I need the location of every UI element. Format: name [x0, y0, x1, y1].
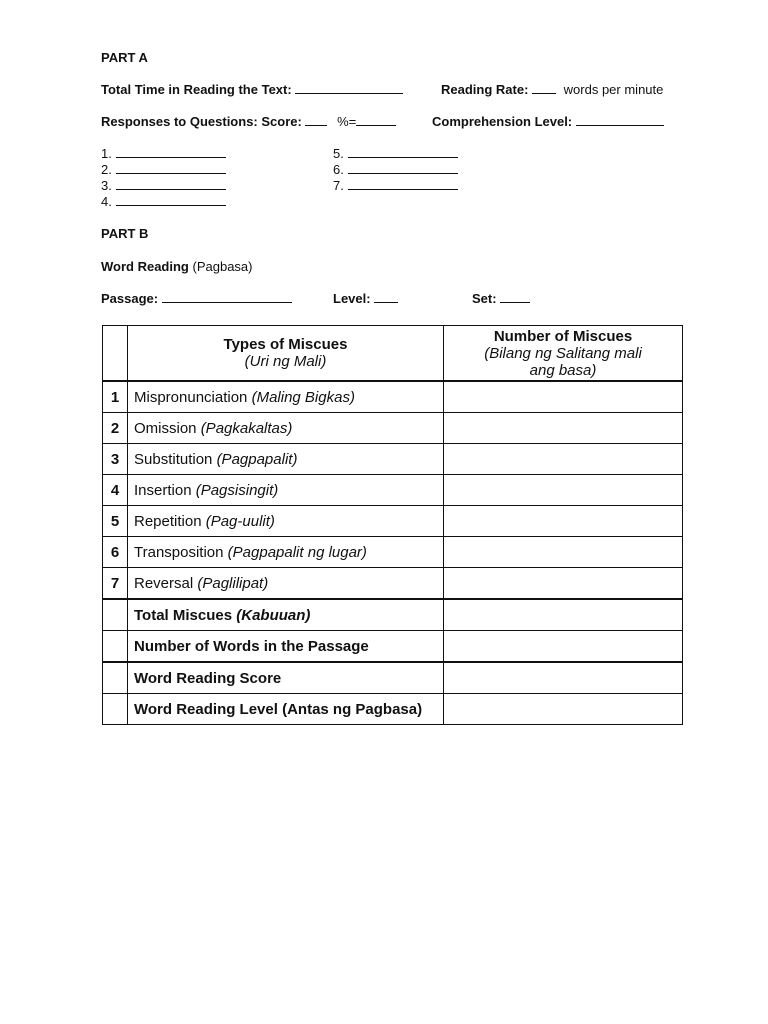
miscue-type: Reversal (Paglilipat) [128, 568, 444, 600]
miscue-type: Substitution (Pagpapalit) [128, 444, 444, 475]
comprehension-row [432, 114, 664, 129]
part-b-title: PART B [101, 226, 149, 241]
header-count: Number of Miscues [493, 327, 633, 345]
row-number: 7 [103, 568, 128, 600]
table-row [103, 475, 683, 506]
row-number: 4 [103, 475, 128, 506]
passage-row [101, 291, 292, 306]
comprehension-field[interactable] [576, 114, 664, 126]
reading-rate-label: Reading Rate: [441, 82, 529, 97]
total-time-field[interactable] [295, 82, 403, 94]
total-miscues-cell[interactable] [444, 599, 683, 631]
level-label: Level: [333, 291, 371, 306]
row-number: 3 [103, 444, 128, 475]
table-row [103, 568, 683, 600]
level-row [333, 291, 398, 306]
table-row [103, 381, 683, 413]
row-number: 1 [103, 381, 128, 413]
answer-line-1[interactable]: 1. [101, 146, 226, 161]
word-reading-score-row [103, 662, 683, 694]
answer-line-3[interactable]: 3. [101, 178, 226, 193]
answer-line-2[interactable]: 2. [101, 162, 226, 177]
percent-field[interactable] [356, 114, 396, 126]
header-count-tl: (Bilang ng Salitang mali ang basa) [484, 344, 642, 379]
words-in-passage-row [103, 631, 683, 663]
reading-rate-unit: words per minute [563, 82, 664, 97]
word-reading-level-label: Word Reading Level (Antas ng Pagbasa) [128, 694, 444, 725]
row-number: 2 [103, 413, 128, 444]
table-row [103, 506, 683, 537]
set-label: Set: [472, 291, 497, 306]
word-reading-score-label: Word Reading Score [128, 662, 444, 694]
set-field[interactable] [500, 291, 530, 303]
header-types-tl: (Uri ng Mali) [244, 353, 327, 370]
row-number: 5 [103, 506, 128, 537]
part-a-title: PART A [101, 50, 148, 65]
table-row [103, 444, 683, 475]
score-field[interactable] [305, 114, 327, 126]
header-types-cell [128, 326, 444, 382]
miscue-type: Mispronunciation (Maling Bigkas) [128, 381, 444, 413]
reading-rate-field[interactable] [532, 82, 556, 94]
table-header-row [103, 326, 683, 382]
table-row [103, 413, 683, 444]
miscue-type: Omission (Pagkakaltas) [128, 413, 444, 444]
words-in-passage-label: Number of Words in the Passage [128, 631, 444, 663]
miscue-count-cell[interactable] [444, 568, 683, 600]
responses-row [101, 114, 396, 129]
miscue-type: Insertion (Pagsisingit) [128, 475, 444, 506]
miscue-type: Repetition (Pag-uulit) [128, 506, 444, 537]
set-row [472, 291, 530, 306]
word-reading-level-row [103, 694, 683, 725]
comprehension-label: Comprehension Level: [432, 114, 573, 129]
miscue-count-cell[interactable] [444, 381, 683, 413]
row-number: 6 [103, 537, 128, 568]
total-time-label: Total Time in Reading the Text: [101, 82, 292, 97]
word-reading-row [101, 259, 252, 274]
word-reading-score-cell[interactable] [444, 662, 683, 694]
word-reading-label: Word Reading [101, 259, 189, 274]
miscue-count-cell[interactable] [444, 506, 683, 537]
word-reading-level-cell[interactable] [444, 694, 683, 725]
word-reading-tl: (Pagbasa) [192, 259, 253, 274]
answer-line-7[interactable]: 7. [333, 178, 458, 193]
passage-label: Passage: [101, 291, 159, 306]
miscue-count-cell[interactable] [444, 444, 683, 475]
total-time-row [101, 82, 403, 97]
passage-field[interactable] [162, 291, 292, 303]
total-miscues-row [103, 599, 683, 631]
total-miscues-label: Total Miscues (Kabuuan) [128, 599, 444, 631]
answer-line-6[interactable]: 6. [333, 162, 458, 177]
header-num-cell [103, 326, 128, 382]
header-types: Types of Miscues [223, 336, 348, 353]
answer-line-4[interactable]: 4. [101, 194, 226, 209]
table-row [103, 537, 683, 568]
answer-line-5[interactable]: 5. [333, 146, 458, 161]
miscue-count-cell[interactable] [444, 413, 683, 444]
level-field[interactable] [374, 291, 398, 303]
miscue-type: Transposition (Pagpapalit ng lugar) [128, 537, 444, 568]
miscue-count-cell[interactable] [444, 475, 683, 506]
responses-label: Responses to Questions: Score: [101, 114, 302, 129]
miscues-table [102, 325, 683, 725]
reading-rate-row [441, 82, 663, 97]
words-in-passage-cell[interactable] [444, 631, 683, 663]
miscue-count-cell[interactable] [444, 537, 683, 568]
header-count-cell [444, 326, 683, 382]
percent-label: %= [337, 114, 357, 129]
